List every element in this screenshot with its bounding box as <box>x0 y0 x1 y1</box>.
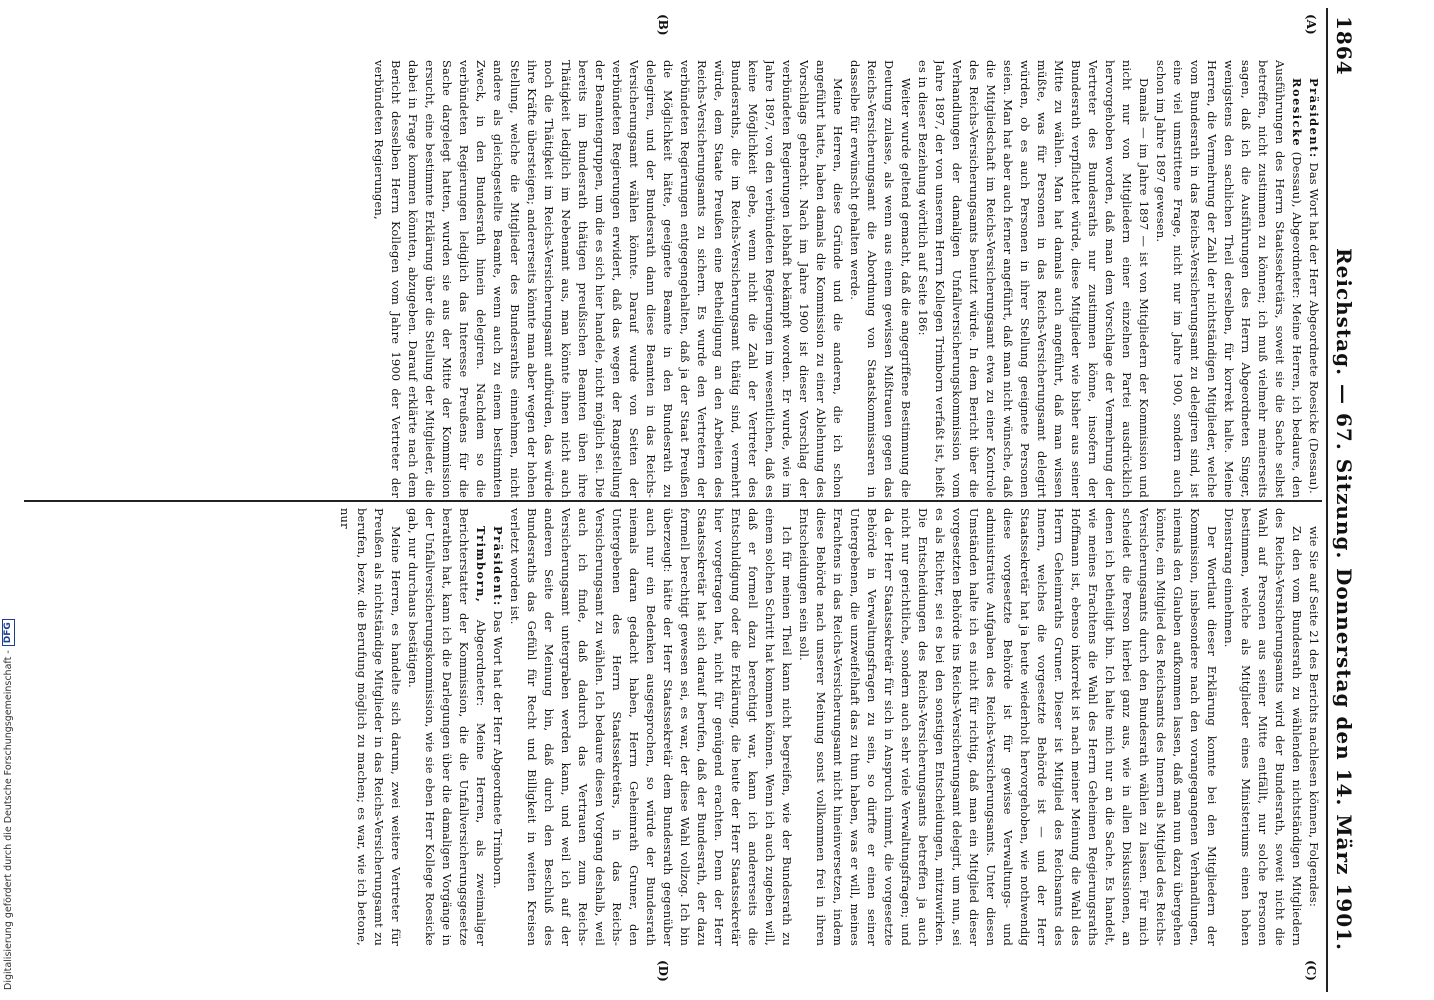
paragraph-text: Das Wort hat der Herr Abgeordnete Roesicke (Dessau). <box>1307 162 1321 494</box>
paragraph-text: wie Sie auf Seite 21 des Berichts nachlesen können, Folgendes: <box>1307 526 1321 908</box>
speaker-name: Roesicke <box>1290 78 1304 148</box>
credit-text: Digitalisierung gefördert durch die Deutsche Forschungsgemeinschaft - <box>3 650 14 990</box>
paragraph-text: (Dessau), Abgeordneter: Meine Herren, ich bedaure, den Ausführungen des Herrn Staatssekretärs, soweit sie die Sache selbst betreffen, nicht zustimmen zu können; ich muß vielmehr meinerseits sagen, daß ich die Ausführungen des Herrn Abgeordneten Singer, wenigstens den sachlichen Theil derselben, für korrekt halte. Meine Herren, die Vermehrung der Zahl der nichtständigen Mitglieder, welche vom Bundesrath in das Reichs-Versicherungsamt zu delegiren sind, ist eine viel umstrittene Frage, nicht nur im Jahre 1900, sondern auch schon im Jahre 1897 gewesen. <box>1154 60 1304 498</box>
paragraph-text: Damals — im Jahre 1897 — ist von Mitgliedern der Kommission und nicht nur von Mitgliedern einer einzelnen Partei ausdrücklich hervorgehoben worden, daß man dem Vorschlage der Vermehrung der Vertreter des Bundesraths nur zustimmen könne, insofern der Bundesrath verpflichtet würde, diese Mitglieder wie bisher aus seiner Mitte zu wählen. Man hat damals auch angeführt, daß man wissen müßte, was für Personen in das Reichs-Versicherungsamt delegirt würden, ob es auch Personen in ihrer Stellung geeignete Personen seien. Man hat aber auch ferner angeführt, daß man nicht wünsche, daß die Mitgliedschaft im Reichs-Versicherungsamt etwa zu einer Kontrole des Reichs-Versicherungsamts benutzt würde. In dem Bericht über die Verhandlungen der damaligen Unfallversicherungskommission vom Jahre 1897, der von unserem Herrn Kollegen Trimborn verfaßt ist, heißt es in dieser Beziehung wörtlich auf Seite 186: <box>916 60 1151 498</box>
paragraph <box>506 508 795 946</box>
paragraph-text: Abgeordneter: Meine Herren, als zweimaliger Berichterstatter der Kommission, die die Unfallversicherungsgesetze berathen hat, kann ich die Darlegungen über die damaligen Vorgänge in der Unfallversicherungskommission, wie sie eben Herr Kollege Roesicke gab, nur durchaus bestätigen. <box>406 508 488 946</box>
page-number: 1864 <box>1332 16 1356 76</box>
margin-mark-d: (D) <box>656 960 670 982</box>
page-date: Donnerstag den 14. März 1901. <box>1332 568 1356 951</box>
paragraph-text: Der Wortlaut dieser Erklärung konnte bei den Mitgliedern der Kommission, insbesondere nach den vorangegangenen Verhandlungen, niemals den Glauben aufkommen lassen, daß man nun dazu übergehen könnte, ein Mitglied des Reichsamts des Innern als Mitglied des Reichs-Versicherungsamts durch den Bundesrath wählen zu lassen. Für mich scheidet die Person hierbei ganz aus, wie in allen Diskussionen, an denen ich betheiligt bin. Ich halte mich nur an die Sache. Es handelt, wie meines Erachtens die Wahl des Herrn Geheimen Regierungsraths Hoffmann ist, ebenso inkorrekt ist nach meiner Meinung die Wahl des Herrn Geheimraths Gruner. Dieser ist Mitglied des Reichsamts des Innern, welches die vorgesetzte Behörde ist — und der Herr Staatssekretär hat ja heute wiederholt hervorgehoben, wie nothwendig diese vorgesetzte Behörde ist für gewisse Verwaltungs- und administrative Aufgaben des Reichs-Versicherungsamts. Unter diesen Umständen halte ich es nicht für richtig, daß man ein Mitglied dieser vorgesetzten Behörde ins Reichs-Versicherungsamt delegirt, um nun, sei es als Richter, sei es bei den sonstigen Entscheidungen, mitzuwirken. Die Entscheidungen des Reichs-Versicherungsamts betreffen ja auch nicht nur gerichtliche, sondern auch sehr viele Verwaltungsfragen; und da der Herr Staatssekretär für sich in Anspruch nimmt, die vorgesetzte Behörde in Verwaltungsfragen zu sein, so dürfte er einen seiner Untergebenen, die unzweifelhaft das zu thun haben, was er will, meines Erachtens in das Reichs-Versicherungsamt nicht hineinversetzen, indem diese Behörde nach unserer Meinung sonst vollkommen frei in ihren Entscheidungen sein soll. <box>797 508 1219 946</box>
paragraph-text: Meine Herren, diese Gründe und die anderen, die ich schon angeführt hatte, haben damals die Kommission zu einer Ablehnung des Vorschlags gebracht. Nach im Jahre 1900 ist dieser Vorschlag der verbündeten Regierungen lebhaft bekämpft worden. Er wurde, wie im Jahre 1897, von den verbündeten Regierungen im wesentlichen, daß es keine Möglichkeit gebe, wenn nicht die Zahl der Vertreter des Bundesraths, die im Reichs-Versicherungsamt thätig sind, vermehrt würde, dem Staate Preußen eine Betheiligung an den Arbeiten des Reichs-Versicherungsamts zu sichern. Es wurde den Vertretern der verbündeten Regierungen entgegengehalten, daß ja der Staat Preußen die Möglichkeit hätte, geeignete Beamte in den Bundesrath zu delegiren, und der Bundesrath dann diese Beamten in das Reichs-Versicherungsamt wählen könnte. Darauf wurde von Seiten der verbündeten Regierungen erwidert, daß das wegen der Rangstellung der Beamtengruppen, um die es sich hier handele, nicht möglich sei. Die bereits im Bundesrath thätigen preußischen Beamten üben ihre Thätigkeit lediglich im Nebenamt aus, man könnte ihnen nicht auch noch die Thätigkeit im Reichs-Versicherungsamt aufbürden, das würde ihre Kräfte übersteigen; andererseits könnte man aber wegen der hohen Stellung, welche die Mitglieder des Bundesraths einnehmen, nicht andere als gleichgestellte Beamte, wenn auch zu einem bestimmten Zweck, in den Bundesrath hinein delegiren. Nachdem so die verbündeten Regierungen lediglich das Interesse Preußens für die Sache dargelegt hatten, wurden sie aus der Mitte der Kommission ersucht, eine bestimmte Erklärung über die Stellung der Mitglieder, die dabei in Frage kommen könnten, abzugeben. Darauf erklärte nach dem Bericht desselben Herrn Kollegen vom Jahre 1900 der Vertreter der verbündeten Regierungen, <box>372 60 845 498</box>
paragraph <box>1305 60 1322 498</box>
paragraph <box>336 508 404 946</box>
paragraph <box>795 508 1220 946</box>
dfg-logo: DFG <box>2 619 15 646</box>
left-column-text <box>0 60 1322 498</box>
margin-mark-a: (A) <box>1304 14 1318 35</box>
paragraph-text: Weiter wurde geltend gemacht, daß die angegriffene Bestimmung die Deutung zulasse, als wenn aus einem gewissen Mißtrauen gegen das Reichs-Versicherungsamt die Abordnung von Staatskommissaren in dasselbe für erwünscht gehalten werde. <box>848 60 913 498</box>
column-divider <box>24 500 1322 502</box>
page-title: Reichstag. — 67. Sitzung. <box>1332 248 1356 560</box>
margin-mark-c: (C) <box>1304 960 1318 981</box>
paragraph <box>1220 508 1305 946</box>
paragraph-text: Das Wort hat der Herr Abgeordnete Trimborn. <box>491 610 505 889</box>
paragraph-text: Meine Herren, es handelte sich darum, zwei weitere Vertreter für Preußen als nichtständige Mitglieder in das Reichs-Versicherungsamt zu berufen, bezw. die Berufung möglich zu machen; es war, wie ich betone, nur <box>338 508 403 946</box>
paragraph <box>846 60 914 498</box>
margin-mark-b: (B) <box>656 14 670 36</box>
paragraph-text: Ich für meinen Theil kann nicht begreifen, wie der Bundesrath zu einem solchen Schritt hat kommen können. Wenn ich auch zugeben will, daß er formell dazu berechtigt war, kann ich andererseits die Entschuldigung oder die Erklärung, die heute der Herr Staatssekretär hier vorgetragen hat, nicht für genügend erachten. Denn der Herr Staatssekretär hat sich darauf berufen, daß der Bundesrath, der dazu formell berechtigt gewesen sei, es war, der diese Wahl vollzog. Ich bin überzeugt: hätte der Herr Staatssekretär dem Bundesrath gegenüber auch nur ein Bedenken ausgesprochen, so würde der Bundesrath niemals daran gedacht haben, Herrn Geheimrath Gruner, den Untergebenen des Herrn Staatssekretärs, in das Reichs-Versicherungsamt zu wählen. Ich bedaure diesen Vorgang deshalb, weil auch ich finde, daß dadurch das Vertrauen zum Reichs-Versicherungsamt untergraben werden kann, und weil ich auf der anderen Seite der Meinung bin, daß durch den Beschluß des Bundesraths das Gefühl für Recht und Billigkeit in weiten Kreisen verletzt worden ist. <box>508 508 794 946</box>
paragraph-text: Zu den vom Bundesrath zu wählenden nichtständigen Mitgliedern des Reichs-Versicherungsamts wird der Bundesrath, soweit nicht die Wahl auf Personen aus seiner Mitte entfällt, nur solche Personen bestimmen, welche als Mitglieder eines Ministeriums einen hohen Dienstrang einnehmen. <box>1222 508 1304 946</box>
paragraph <box>914 60 1152 498</box>
digitization-credit <box>2 619 15 990</box>
paragraph <box>1152 60 1305 498</box>
right-column <box>0 508 1322 946</box>
paragraph <box>489 508 506 946</box>
speaker-name: Trimborn, <box>474 526 488 604</box>
paragraph <box>404 508 489 946</box>
speaker-name: Präsident: <box>491 526 505 607</box>
left-column <box>0 60 1322 498</box>
paragraph <box>370 60 846 498</box>
speaker-name: Präsident: <box>1307 78 1321 159</box>
right-column-text <box>0 508 1322 946</box>
paragraph <box>1305 508 1322 946</box>
page-header <box>1326 8 1358 992</box>
